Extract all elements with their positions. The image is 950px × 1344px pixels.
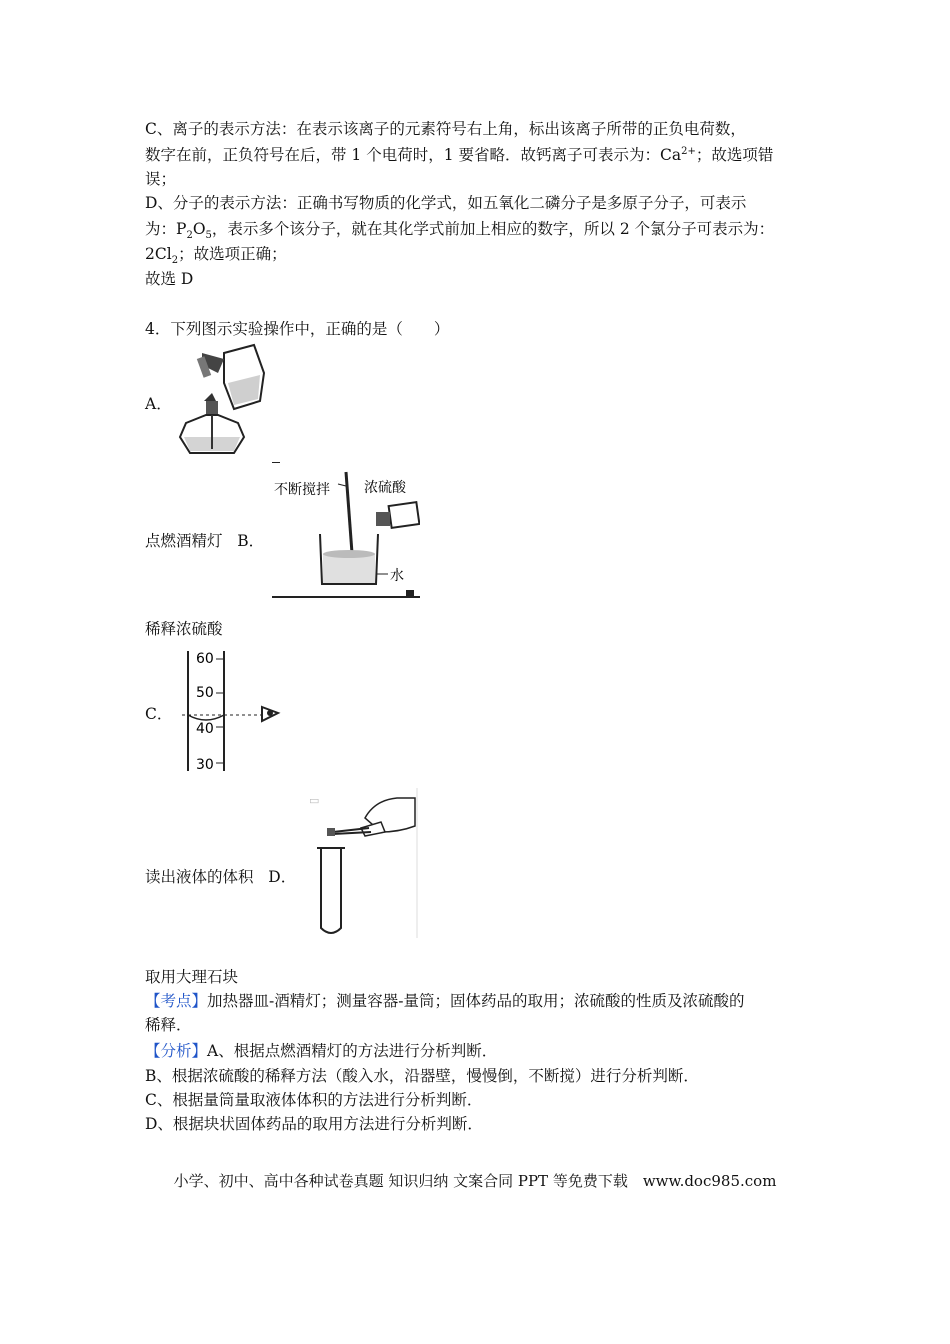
tick-60: 60 [196,651,214,667]
caption-b: 稀释浓硫酸 [145,620,223,638]
tick-50: 50 [196,685,214,701]
para-d-line2 [145,218,774,240]
para-d-text-b: O [192,220,206,238]
kaodian-line2: 稀释． [145,1016,192,1034]
option-d-line [145,866,296,888]
para-d-line3-tail: ；故选项正确； [178,245,287,263]
option-b-label: B． [237,532,265,550]
para-c-line1: C、离子的表示方法：在表示该离子的元素符号右上角，标出该离子所带的正负电荷数， [145,120,746,138]
label-water: 水 [390,568,404,584]
svg-text:▭: ▭ [309,794,320,807]
figure-graduated-cylinder [182,647,292,775]
option-b-line [145,530,264,552]
page-footer: 小学、初中、高中各种试卷真题 知识归纳 文案合同 PPT 等免费下载 www.doc985.com [173,1172,777,1190]
figure-alcohol-lamp-lighting [172,343,267,455]
para-c-line3: 误； [145,170,177,188]
fenxi-b: B、根据浓硫酸的稀释方法（酸入水，沿器壁，慢慢倒，不断搅）进行分析判断． [145,1067,699,1085]
subscript: 2 [186,230,193,242]
label-conc-acid: 浓硫酸 [364,480,406,496]
para-c-line2-text: 数字在前，正负符号在后，带 1 个电荷时，1 要省略．故钙离子可表示为：Ca [145,146,682,164]
figure-dilute-sulfuric-acid [272,462,420,598]
tick-30: 30 [196,757,214,773]
question-stem: 4．下列图示实验操作中，正确的是（ ） [145,320,450,338]
caption-d: 取用大理石块 [145,968,239,986]
figure-marble-into-test-tube [305,788,419,940]
option-c-label: C． [145,705,173,723]
fenxi-d: D、根据块状固体药品的取用方法进行分析判断． [145,1115,483,1133]
subscript: 2 [171,255,179,267]
para-d-formula: 2Cl [145,245,172,263]
para-d-line3 [145,243,287,265]
tick-40: 40 [196,721,214,737]
kaodian-line [145,990,745,1012]
subscript: 5 [205,230,212,242]
kaodian-tag: 【考点】 [145,992,208,1010]
kaodian-text: 加热器皿-酒精灯；测量容器-量筒；固体药品的取用；浓硫酸的性质及浓硫酸的 [207,992,745,1010]
caption-c: 读出液体的体积 [145,868,254,886]
option-d-label: D． [268,868,297,886]
para-d-text-c: ，表示多个该分子，就在其化学式前加上相应的数字，所以 2 个氯分子可表示为： [211,220,775,238]
label-stir: 不断搅拌 [274,482,330,498]
para-d-text-a: 为：P [145,220,187,238]
option-a-label: A． [145,395,172,413]
para-c-line2 [145,144,773,166]
fenxi-line [145,1040,497,1062]
para-c-line2-tail: ；故选项错 [695,146,774,164]
caption-a: 点燃酒精灯 [145,532,223,550]
fenxi-a: A、根据点燃酒精灯的方法进行分析判断． [207,1042,498,1060]
fenxi-tag: 【分析】 [145,1042,208,1060]
charge-superscript: 2+ [681,145,696,157]
answer-line: 故选 D [145,270,194,288]
fenxi-c: C、根据量筒量取液体体积的方法进行分析判断． [145,1091,483,1109]
para-d-line1: D、分子的表示方法：正确书写物质的化学式，如五氧化二磷分子是多原子分子，可表示 [145,194,747,212]
